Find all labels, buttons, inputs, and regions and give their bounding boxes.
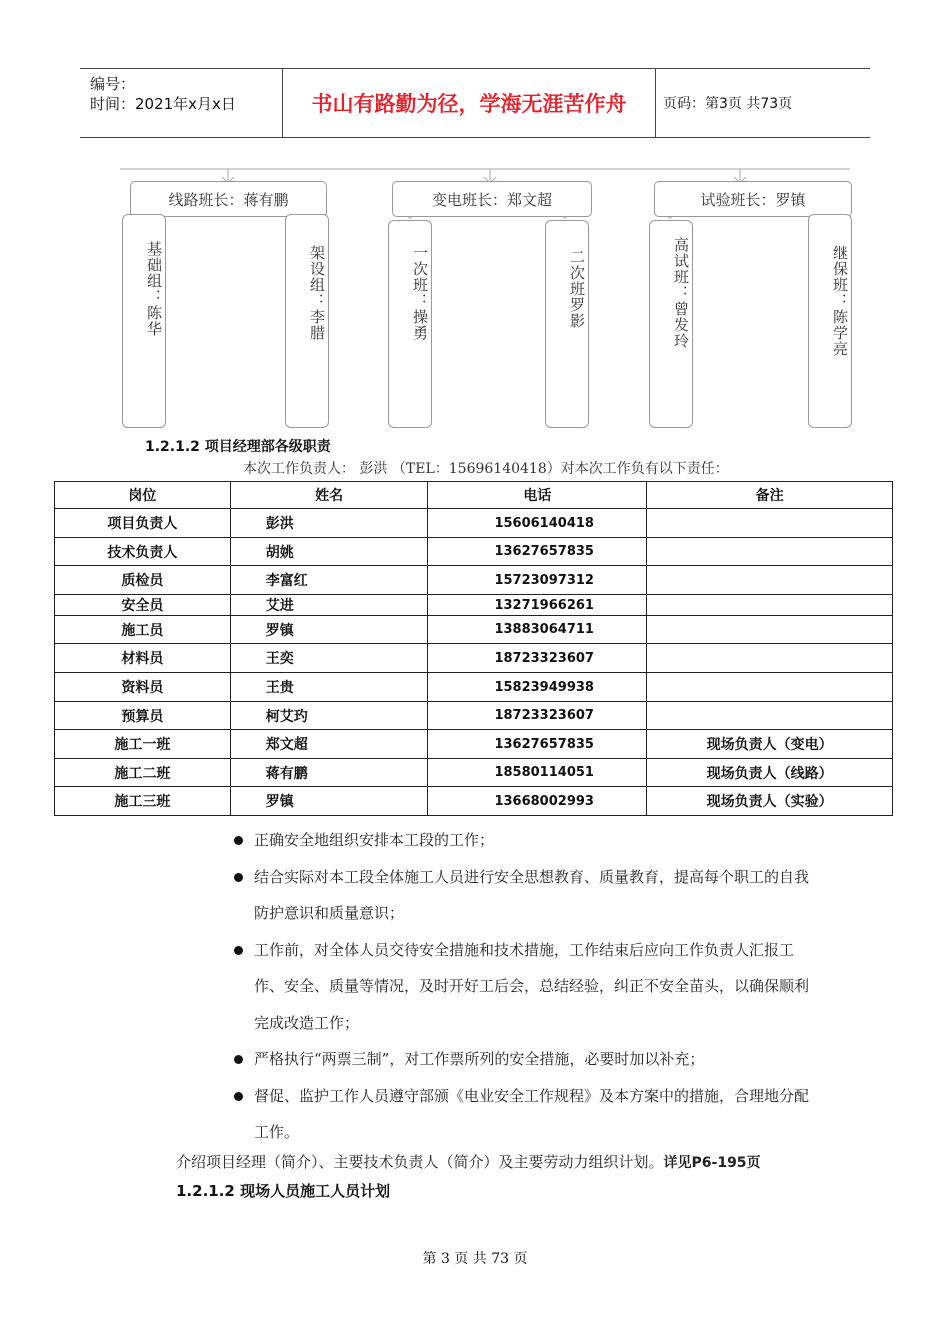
column-header: 姓名 bbox=[230, 482, 428, 509]
cell-note bbox=[647, 616, 893, 644]
lead-box-test: 试验班长：罗镇 bbox=[654, 181, 852, 217]
column-header: 备注 bbox=[647, 482, 893, 509]
list-item-text: 严格执行“两票三制”，对工作票所列的安全措施，必要时加以补充； bbox=[254, 1050, 705, 1068]
cell-phone: 13883064711 bbox=[428, 616, 647, 644]
cell-note: 现场负责人（变电） bbox=[647, 730, 893, 759]
group-box-erection bbox=[285, 214, 329, 428]
lead-box-substation: 变电班长：郑文超 bbox=[392, 181, 592, 217]
cell-note bbox=[647, 595, 893, 616]
closing-text: 介绍项目经理（简介）、主要技术负责人（简介）及主要劳动力组织计划。 bbox=[176, 1153, 664, 1171]
cell-role: 安全员 bbox=[55, 595, 231, 616]
table-header-row bbox=[55, 482, 893, 509]
table-row bbox=[55, 616, 893, 644]
bullet-dot-icon bbox=[234, 1055, 243, 1064]
group-label: 架设组：李腊 bbox=[308, 245, 326, 341]
table-row bbox=[55, 538, 893, 566]
list-item-text: 正确安全地组织安排本工段的工作； bbox=[254, 831, 495, 849]
cell-name: 罗镇 bbox=[230, 787, 428, 816]
table-row bbox=[55, 702, 893, 730]
table-row bbox=[55, 595, 893, 616]
section-heading-2: 1.2.1.2 现场人员施工人员计划 bbox=[176, 1182, 391, 1200]
cell-name: 王奕 bbox=[230, 644, 428, 673]
list-item-text: 工作前，对全体人员交待安全措施和技术措施，工作结束后应向工作负责人汇报工作、安全、质量等情况，及时开好工后会，总结经验，纠正不安全苗头，以确保顺利完成改造工作； bbox=[254, 940, 810, 1032]
group-box-high-voltage-test bbox=[649, 220, 693, 428]
time-label: 时间：2021年x月x日 bbox=[90, 95, 236, 113]
cell-role: 施工员 bbox=[55, 616, 231, 644]
header-slogan: 书山有路勤为径，学海无涯苦作舟 bbox=[282, 69, 656, 137]
cell-phone: 18723323607 bbox=[428, 644, 647, 673]
section-intro: 本次工作负责人： 彭洪 （TEL：15696140418）对本次工作负有以下责任： bbox=[243, 461, 729, 477]
cell-note: 现场负责人（线路） bbox=[647, 759, 893, 787]
list-item bbox=[232, 1078, 812, 1151]
cell-name: 郑文超 bbox=[230, 730, 428, 759]
table-row bbox=[55, 787, 893, 816]
list-item-text: 结合实际对本工段全体施工人员进行安全思想教育、质量教育，提高每个职工的自我防护意识和质量意识； bbox=[254, 867, 810, 922]
group-box-primary bbox=[388, 220, 432, 428]
cell-role: 资料员 bbox=[55, 673, 231, 702]
header-left-cell bbox=[80, 69, 282, 137]
cell-role: 施工三班 bbox=[55, 787, 231, 816]
table-row bbox=[55, 673, 893, 702]
section-heading: 1.2.1.2 项目经理部各级职责 bbox=[145, 439, 331, 455]
cell-phone: 13668002993 bbox=[428, 787, 647, 816]
cell-phone: 15723097312 bbox=[428, 566, 647, 595]
list-item bbox=[232, 859, 812, 932]
bullet-dot-icon bbox=[234, 873, 243, 882]
group-label: 继保班：陈学亮 bbox=[831, 245, 849, 357]
cell-name: 蒋有鹏 bbox=[230, 759, 428, 787]
bullet-dot-icon bbox=[234, 1092, 243, 1101]
cell-note bbox=[647, 644, 893, 673]
staff-table-body bbox=[55, 509, 893, 816]
cell-note bbox=[647, 702, 893, 730]
doc-number-label: 编号： bbox=[90, 75, 136, 93]
cell-role: 材料员 bbox=[55, 644, 231, 673]
list-item bbox=[232, 1041, 812, 1078]
group-label: 一次班：操勇 bbox=[411, 245, 429, 341]
cell-role: 施工二班 bbox=[55, 759, 231, 787]
table-row bbox=[55, 759, 893, 787]
cell-phone: 13627657835 bbox=[428, 538, 647, 566]
group-box-foundation bbox=[122, 214, 166, 428]
table-row bbox=[55, 644, 893, 673]
cell-phone: 13627657835 bbox=[428, 730, 647, 759]
staff-table bbox=[54, 481, 893, 816]
table-row bbox=[55, 730, 893, 759]
cell-role: 施工一班 bbox=[55, 730, 231, 759]
bullet-dot-icon bbox=[234, 836, 243, 845]
cell-phone: 18723323607 bbox=[428, 702, 647, 730]
cell-name: 罗镇 bbox=[230, 616, 428, 644]
cell-phone: 13271966261 bbox=[428, 595, 647, 616]
header-page-info: 页码：第3页 共73页 bbox=[663, 96, 793, 112]
group-label: 基础组：陈华 bbox=[145, 241, 163, 337]
cell-role: 预算员 bbox=[55, 702, 231, 730]
cell-name: 胡姚 bbox=[230, 538, 428, 566]
table-row bbox=[55, 566, 893, 595]
cell-phone: 15606140418 bbox=[428, 509, 647, 538]
cell-name: 艾进 bbox=[230, 595, 428, 616]
closing-paragraph bbox=[176, 1151, 761, 1172]
cell-role: 质检员 bbox=[55, 566, 231, 595]
group-label: 二次班罗影 bbox=[568, 249, 586, 329]
cell-name: 王贵 bbox=[230, 673, 428, 702]
cell-role: 技术负责人 bbox=[55, 538, 231, 566]
list-item-text: 督促、监护工作人员遵守部颁《电业安全工作规程》及本方案中的措施，合理地分配工作。 bbox=[254, 1086, 810, 1141]
closing-reference: 详见P6-195页 bbox=[663, 1155, 761, 1171]
cell-name: 彭洪 bbox=[230, 509, 428, 538]
list-item bbox=[232, 932, 812, 1042]
list-item bbox=[232, 822, 812, 859]
cell-note bbox=[647, 566, 893, 595]
cell-role: 项目负责人 bbox=[55, 509, 231, 538]
cell-note bbox=[647, 509, 893, 538]
cell-note bbox=[647, 673, 893, 702]
responsibility-list bbox=[232, 822, 812, 1151]
cell-phone: 15823949938 bbox=[428, 673, 647, 702]
cell-note bbox=[647, 538, 893, 566]
cell-name: 李富红 bbox=[230, 566, 428, 595]
group-label: 高试班：曾发玲 bbox=[672, 237, 690, 349]
page-footer: 第 3 页 共 73 页 bbox=[422, 1251, 528, 1267]
column-header: 岗位 bbox=[55, 482, 231, 509]
cell-name: 柯艾玓 bbox=[230, 702, 428, 730]
group-box-secondary bbox=[545, 220, 589, 428]
column-header: 电话 bbox=[428, 482, 647, 509]
table-row bbox=[55, 509, 893, 538]
lead-box-line: 线路班长：蒋有鹏 bbox=[130, 181, 327, 217]
bullet-dot-icon bbox=[234, 946, 243, 955]
cell-note: 现场负责人（实验） bbox=[647, 787, 893, 816]
group-box-relay-protection bbox=[808, 214, 852, 428]
cell-phone: 18580114051 bbox=[428, 759, 647, 787]
page-header bbox=[80, 68, 870, 138]
